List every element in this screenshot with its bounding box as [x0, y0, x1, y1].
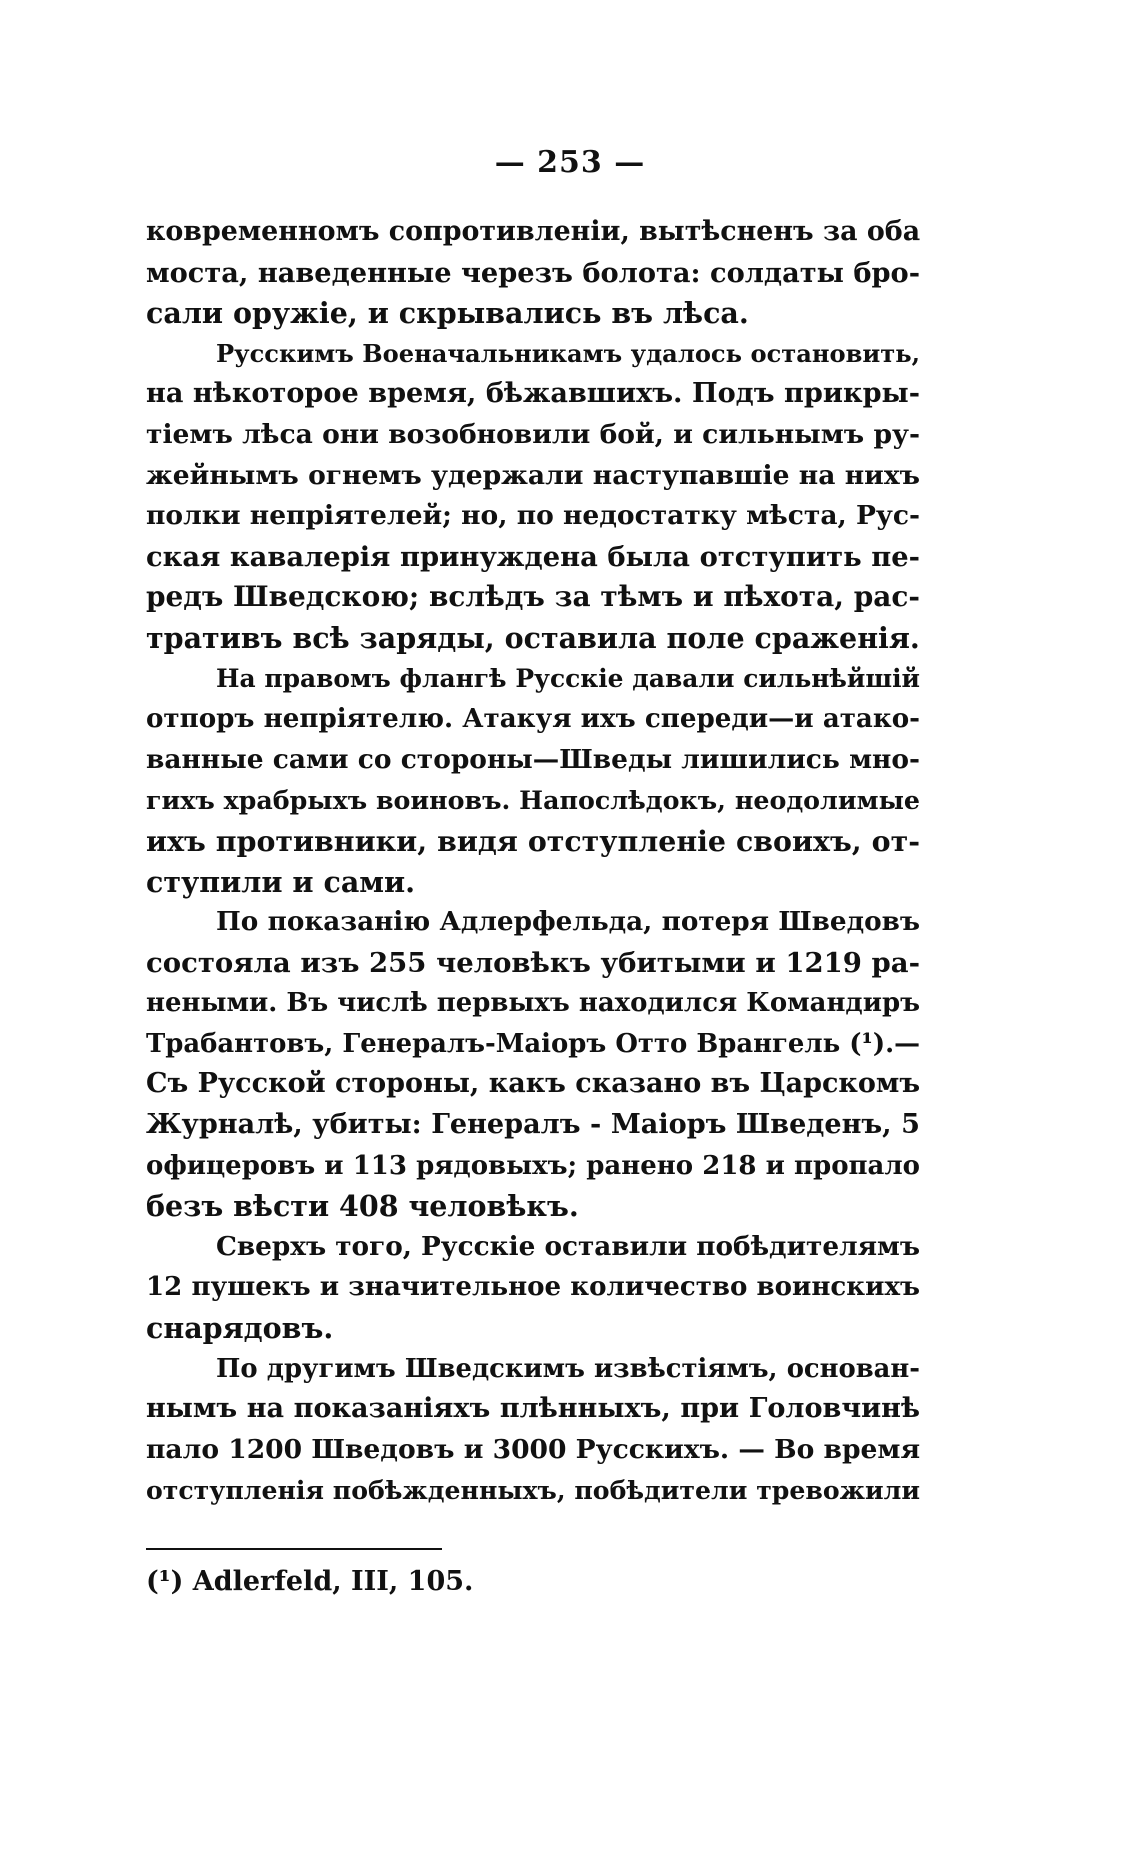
text-line: Русскимъ Военачальникамъ удалось остановить,	[216, 338, 920, 368]
text-line: редъ Шведскою; вслѣдъ за тѣмъ и пѣхота, рас-	[146, 580, 920, 614]
text-line: сали оружіе, и скрывались въ лѣса.	[146, 296, 749, 331]
text-line: отпоръ непріятелю. Атакуя ихъ спереди—и атако-	[146, 703, 920, 735]
body-text	[146, 212, 920, 1511]
text-line: пало 1200 Шведовъ и 3000 Русскихъ. — Во время	[146, 1433, 921, 1465]
text-line: тіемъ лѣса они возобновили бой, и сильнымъ ру-	[146, 418, 920, 450]
page-number: — 253 —	[494, 145, 646, 180]
text-line: Съ Русской стороны, какъ сказано въ Царскомъ	[146, 1068, 921, 1100]
text-line: неными. Въ числѣ первыхъ находился Командиръ	[146, 988, 920, 1019]
text-line: безъ вѣсти 408 человѣкъ.	[146, 1189, 579, 1224]
text-line: ступили и сами.	[146, 864, 416, 899]
text-line: снарядовъ.	[146, 1311, 334, 1346]
text-line: состояла изъ 255 человѣкъ убитыми и 1219 ра-	[146, 946, 920, 979]
text-line: гихъ храбрыхъ воиновъ. Напослѣдокъ, неодолимые	[146, 785, 920, 816]
text-line: на нѣкоторое время, бѣжавшихъ. Подъ прикры-	[146, 378, 920, 410]
footnote-divider	[146, 1548, 442, 1550]
text-line: моста, наведенные черезъ болота: солдаты бро-	[146, 256, 920, 289]
text-line: жейнымъ огнемъ удержали наступавшіе на нихъ	[146, 459, 920, 491]
text-line: По другимъ Шведскимъ извѣстіямъ, основан-	[216, 1353, 920, 1384]
footnote: (¹) Adlerfeld, III, 105.	[146, 1566, 474, 1597]
text-line: отступленія побѣжденныхъ, побѣдители тревожили	[146, 1475, 920, 1506]
text-line: Трабантовъ, Генералъ-Маіоръ Отто Врангель (¹).—	[146, 1028, 920, 1059]
text-line: Журналѣ, убиты: Генералъ - Маіоръ Шведенъ, 5	[146, 1109, 920, 1141]
text-line: полки непріятелей; но, по недостатку мѣста, Рус-	[146, 500, 920, 532]
text-line: ковременномъ сопротивленіи, вытѣсненъ за оба	[146, 216, 921, 247]
text-line: офицеровъ и 113 рядовыхъ; ранено 218 и пропало	[146, 1150, 920, 1181]
text-line: Сверхъ того, Русскіе оставили побѣдителямъ	[216, 1230, 920, 1262]
text-line: На правомъ флангѣ Русскіе давали сильнѣйшій	[216, 663, 920, 693]
text-line: нымъ на показаніяхъ плѣнныхъ, при Головчинѣ	[146, 1393, 920, 1425]
text-line: ская кавалерія принуждена была отступить пе-	[146, 540, 920, 573]
text-line: По показанію Адлерфельда, потеря Шведовъ	[216, 906, 920, 938]
text-line: 12 пушекъ и значительное количество воинскихъ	[146, 1272, 920, 1303]
text-line: ванные сами со стороны—Шведы лишились мно-	[146, 743, 920, 775]
text-line: тративъ всѣ заряды, оставила поле сраженія.	[146, 620, 920, 655]
text-line: ихъ противники, видя отступленіе своихъ, от-	[146, 823, 920, 858]
